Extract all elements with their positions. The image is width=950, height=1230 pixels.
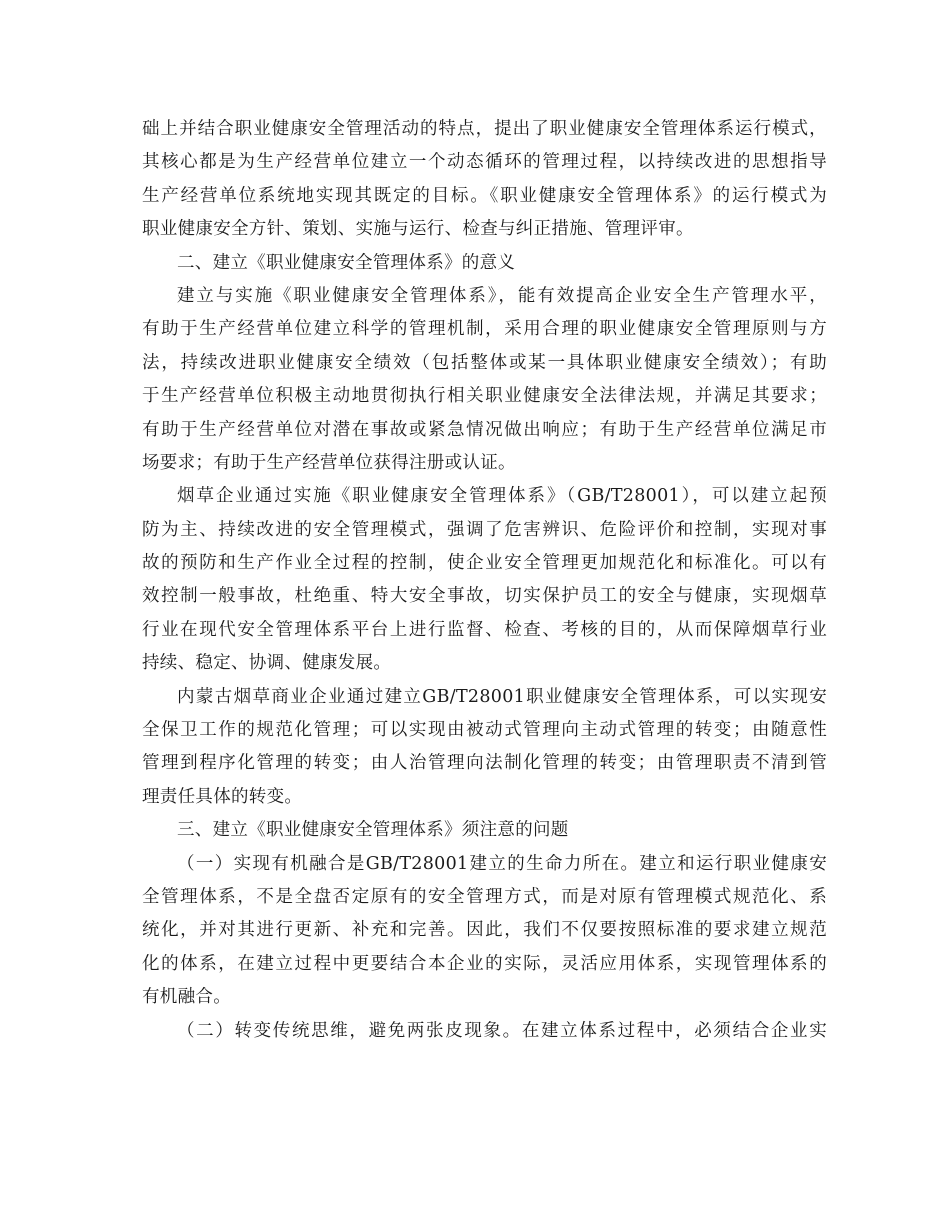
text-line: 故的预防和生产作业全过程的控制，使企业安全管理更加规范化和标准化。可以有 <box>142 553 827 574</box>
text-line: 三、建立《职业健康安全管理体系》须注意的问题 <box>177 820 569 841</box>
document-body <box>142 113 827 1048</box>
text-line: 化的体系，在建立过程中更要结合本企业的实际，灵活应用体系，实现管理体系的 <box>142 953 827 974</box>
text-line: （二）转变传统思维，避免两张皮现象。在建立体系过程中，必须结合企业实 <box>177 1020 827 1041</box>
text-line: 行业在现代安全管理体系平台上进行监督、检查、考核的目的，从而保障烟草行业 <box>142 619 827 640</box>
text-line: 有助于生产经营单位对潜在事故或紧急情况做出响应；有助于生产经营单位满足市 <box>142 419 827 440</box>
text-line: 内蒙古烟草商业企业通过建立GB/T28001职业健康安全管理体系，可以实现安 <box>177 686 827 707</box>
text-line: （一）实现有机融合是GB/T28001建立的生命力所在。建立和运行职业健康安 <box>177 853 827 874</box>
text-line: 其核心都是为生产经营单位建立一个动态循环的管理过程，以持续改进的思想指导 <box>142 152 827 173</box>
text-line: 烟草企业通过实施《职业健康安全管理体系》（GB/T28001），可以建立起预 <box>177 486 827 507</box>
text-line: 管理到程序化管理的转变；由人治管理向法制化管理的转变；由管理职责不清到管 <box>142 753 827 774</box>
text-line: 于生产经营单位积极主动地贯彻执行相关职业健康安全法律法规，并满足其要求； <box>142 386 827 407</box>
text-line: 建立与实施《职业健康安全管理体系》，能有效提高企业安全生产管理水平， <box>177 285 827 306</box>
text-line: 有机融合。 <box>142 987 231 1008</box>
text-line: 理责任具体的转变。 <box>142 786 303 807</box>
text-line: 生产经营单位系统地实现其既定的目标。《职业健康安全管理体系》的运行模式为 <box>142 185 827 206</box>
text-line: 全保卫工作的规范化管理；可以实现由被动式管理向主动式管理的转变；由随意性 <box>142 720 827 741</box>
text-line: 统化，并对其进行更新、补充和完善。因此，我们不仅要按照标准的要求建立规范 <box>142 920 827 941</box>
text-line: 法，持续改进职业健康安全绩效（包括整体或某一具体职业健康安全绩效）；有助 <box>142 352 827 373</box>
text-line: 持续、稳定、协调、健康发展。 <box>142 653 392 674</box>
text-line: 场要求；有助于生产经营单位获得注册或认证。 <box>142 452 516 473</box>
text-line: 二、建立《职业健康安全管理体系》的意义 <box>177 252 516 273</box>
text-line: 防为主、持续改进的安全管理模式，强调了危害辨识、危险评价和控制，实现对事 <box>142 519 827 540</box>
text-line: 职业健康安全方针、策划、实施与运行、检查与纠正措施、管理评审。 <box>142 219 694 240</box>
text-line: 全管理体系，不是全盘否定原有的安全管理方式，而是对原有管理模式规范化、系 <box>142 886 827 907</box>
text-line: 效控制一般事故，杜绝重、特大安全事故，切实保护员工的安全与健康，实现烟草 <box>142 586 827 607</box>
text-line: 有助于生产经营单位建立科学的管理机制，采用合理的职业健康安全管理原则与方 <box>142 319 827 340</box>
text-line: 础上并结合职业健康安全管理活动的特点，提出了职业健康安全管理体系运行模式， <box>142 119 827 139</box>
